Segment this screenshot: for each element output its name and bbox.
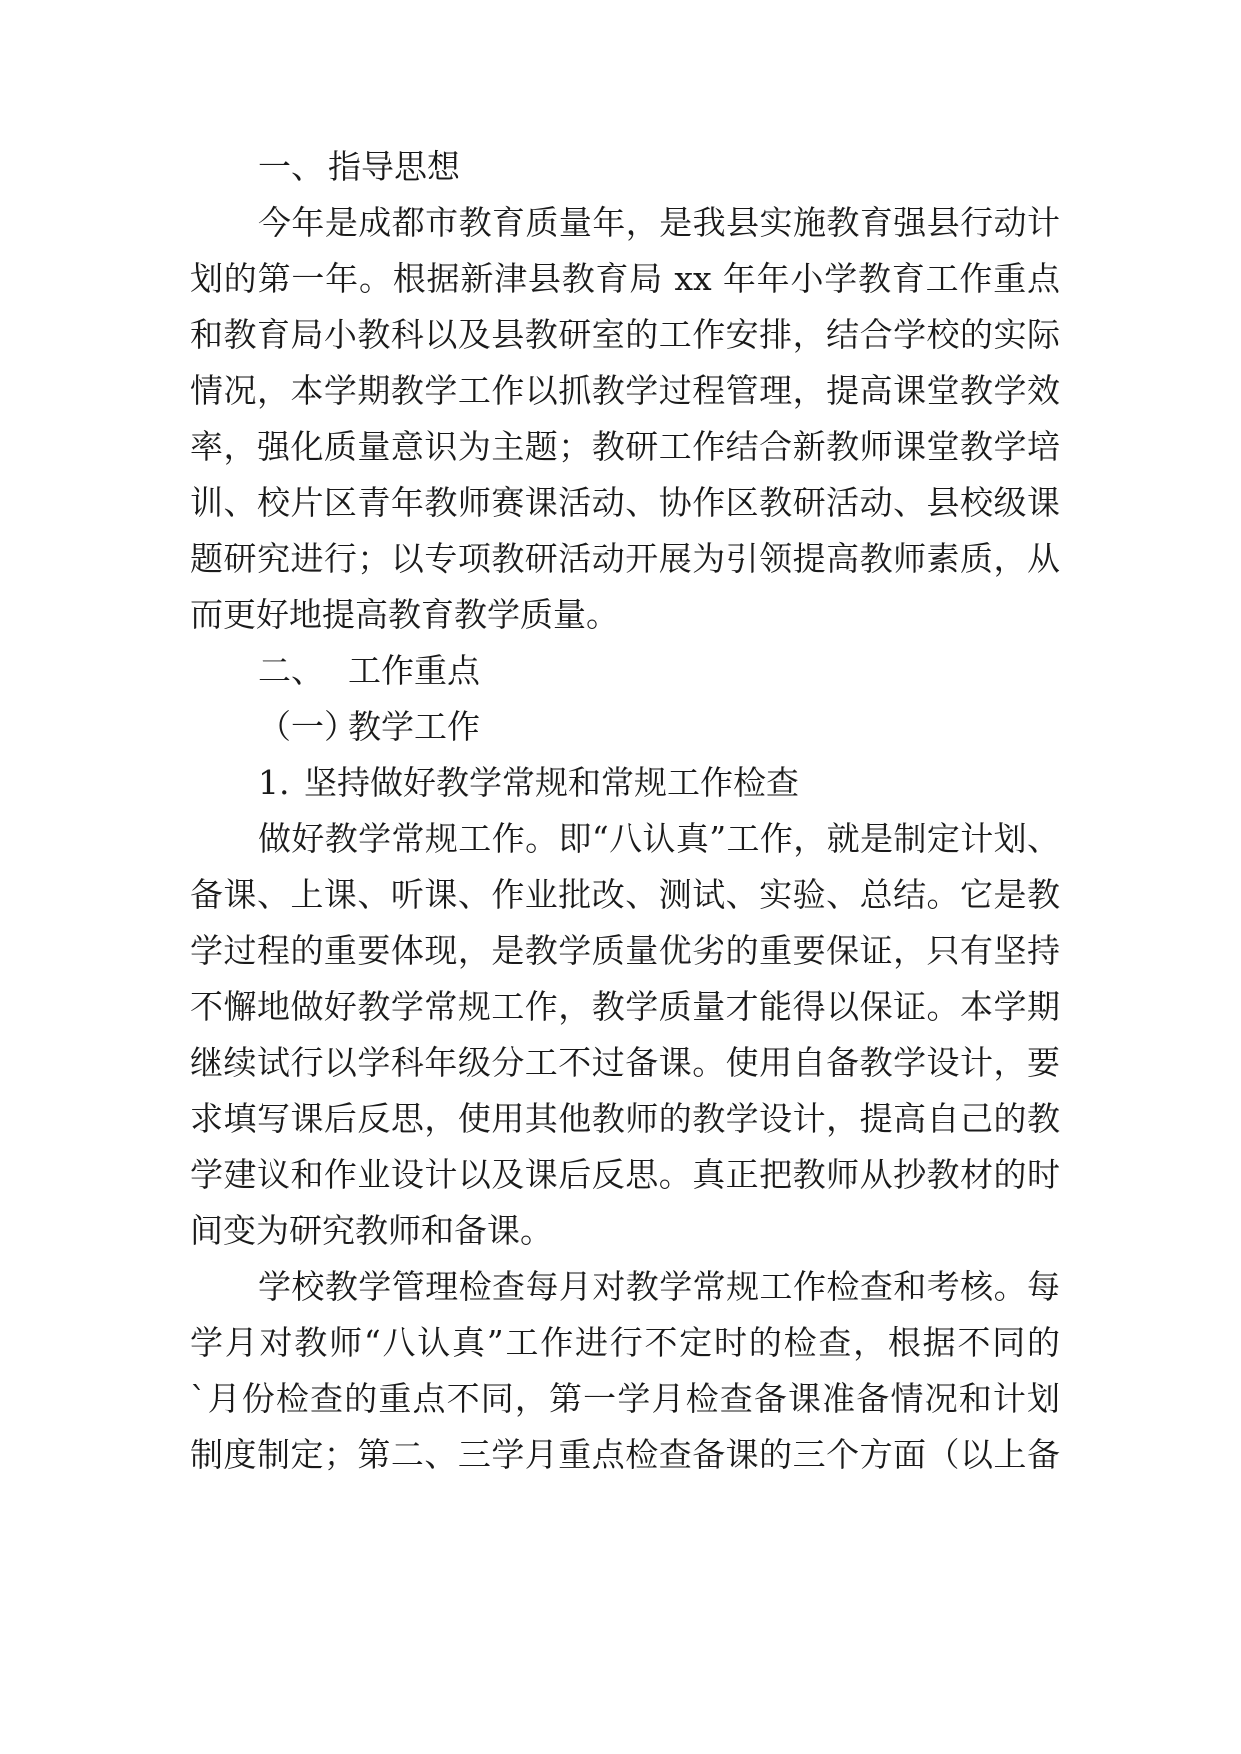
- paragraph-line: 制度制定；第二、三学月重点检查备课的三个方面（以上备: [190, 1435, 1060, 1474]
- paragraph-line: 学建议和作业设计以及课后反思。真正把教师从抄教材的时: [190, 1155, 1060, 1194]
- paragraph-line: 题研究进行；以专项教研活动开展为引领提高教师素质，从: [190, 539, 1060, 578]
- section-number: 二、: [258, 651, 324, 690]
- item-title: 坚持做好教学常规和常规工作检查: [304, 763, 799, 802]
- section-heading-1: [258, 147, 460, 187]
- subsection-heading: [258, 707, 480, 747]
- paragraph-line: 划的第一年。根据新津县教育局 xx 年年小学教育工作重点: [190, 259, 1060, 298]
- section-title: 指导思想: [328, 147, 460, 186]
- item-heading: [258, 763, 799, 803]
- section-number: 一、: [258, 147, 324, 186]
- subsection-number: （一）: [258, 707, 357, 746]
- paragraph-line: 学校教学管理检查每月对教学常规工作检查和考核。每: [258, 1267, 1060, 1306]
- paragraph-line: 率，强化质量意识为主题；教研工作结合新教师课堂教学培: [190, 427, 1060, 466]
- subsection-title: 教学工作: [348, 707, 480, 746]
- paragraph-line: 训、校片区青年教师赛课活动、协作区教研活动、县校级课: [190, 483, 1060, 522]
- paragraph-line: 不懈地做好教学常规工作，教学质量才能得以保证。本学期: [190, 987, 1060, 1026]
- paragraph-line: 求填写课后反思，使用其他教师的教学设计，提高自己的教: [190, 1099, 1060, 1138]
- paragraph-line: 做好教学常规工作。即“八认真”工作，就是制定计划、: [258, 819, 1060, 858]
- paragraph-line: 间变为研究教师和备课。: [190, 1211, 553, 1250]
- paragraph-line: 备课、上课、听课、作业批改、测试、实验、总结。它是教: [190, 875, 1060, 914]
- item-number: 1.: [258, 763, 290, 802]
- section-heading-2: [258, 651, 480, 691]
- paragraph-line: 学过程的重要体现，是教学质量优劣的重要保证，只有坚持: [190, 931, 1060, 970]
- paragraph-line: 和教育局小教科以及县教研室的工作安排，结合学校的实际: [190, 315, 1060, 354]
- paragraph-line: 而更好地提高教育教学质量。: [190, 595, 619, 634]
- paragraph-line: 情况，本学期教学工作以抓教学过程管理，提高课堂教学效: [190, 371, 1060, 410]
- paragraph-line: 继续试行以学科年级分工不过备课。使用自备教学设计，要: [190, 1043, 1060, 1082]
- paragraph-line: 学月对教师“八认真”工作进行不定时的检查，根据不同的: [190, 1323, 1060, 1362]
- section-title: 工作重点: [348, 651, 480, 690]
- paragraph-line: `月份检查的重点不同，第一学月检查备课准备情况和计划: [190, 1379, 1060, 1418]
- paragraph-line: 今年是成都市教育质量年，是我县实施教育强县行动计: [258, 203, 1060, 242]
